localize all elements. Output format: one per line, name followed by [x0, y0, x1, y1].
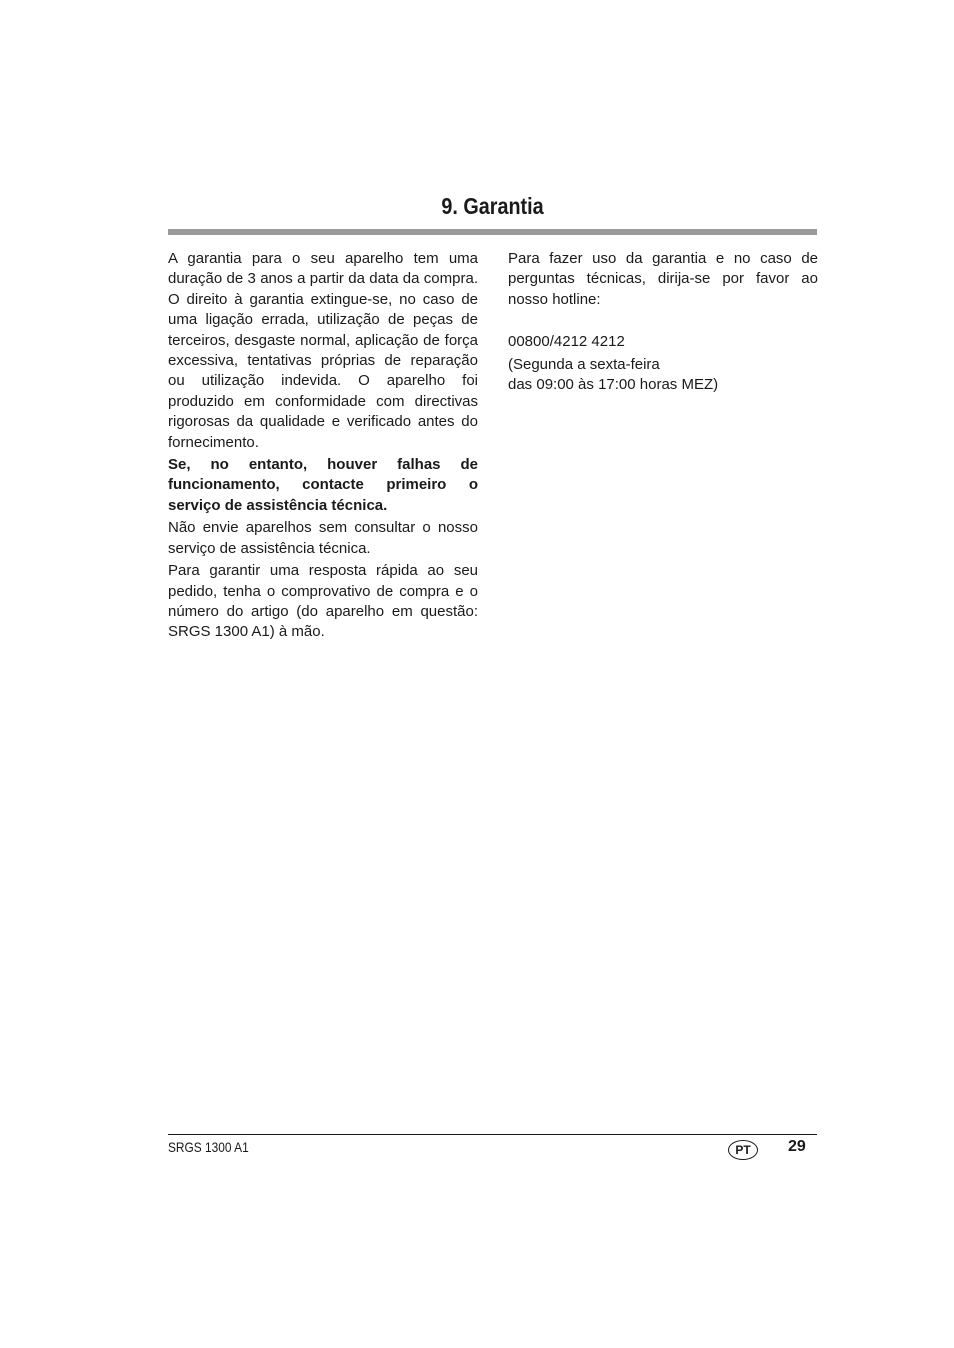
language-badge: PT [728, 1140, 758, 1160]
shipping-notice: Não envie aparelhos sem consultar o nosso serviço de assistência técnica. [168, 519, 478, 557]
malfunction-notice: Se, no entanto, houver falhas de funcionamento, contacte primeiro o serviço de assistência técnica. [168, 456, 478, 514]
page-number: 29 [788, 1138, 806, 1155]
title-rule [168, 229, 817, 235]
right-column [508, 249, 818, 397]
page-title: 9. Garantia [441, 193, 544, 219]
hotline-hours-line1: (Segunda a sexta-feira [508, 355, 660, 373]
footer-rule [168, 1134, 817, 1135]
footer-model: SRGS 1300 A1 [168, 1139, 249, 1155]
receipt-notice: Para garantir uma resposta rápida ao seu pedido, tenha o comprovativo de compra e o número do artigo (do aparelho em questão: SRGS 1300 A1) à mão. [168, 562, 478, 641]
left-column [168, 249, 478, 645]
hotline-hours-line2: das 09:00 às 17:00 horas MEZ) [508, 376, 719, 394]
hotline-number: 00800/4212 4212 [508, 333, 625, 351]
hotline-intro: Para fazer uso da garantia e no caso de perguntas técnicas, dirija-se por favor ao nosso hotline: [508, 250, 818, 308]
warranty-paragraph: A garantia para o seu aparelho tem uma duração de 3 anos a partir da data da compra. O direito à garantia extingue-se, no caso de uma ligação errada, utilização de peças de terceiros, desgaste normal, aplicação de força excessiva, tentativas próprias de reparação ou utilização indevida. O aparelho foi produzido em conformidade com directivas rigorosas da qualidade e verificado antes do fornecimento. [168, 250, 478, 451]
